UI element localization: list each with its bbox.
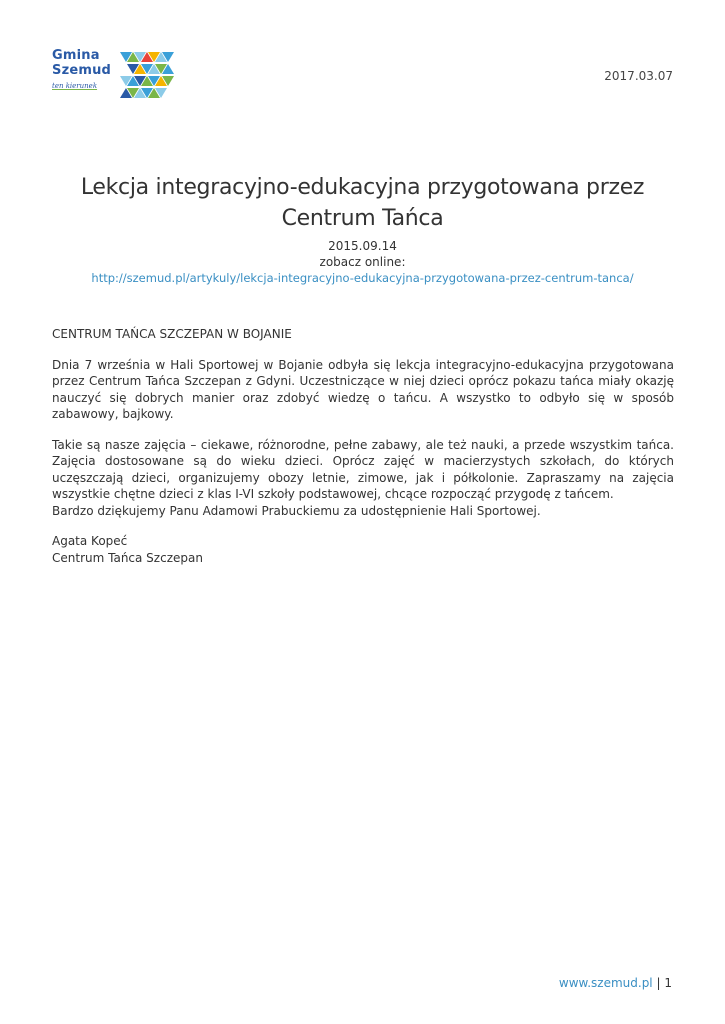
- logo-line-2: Szemud: [52, 63, 112, 78]
- logo-line-1: Gmina: [52, 48, 100, 63]
- article-title: Lekcja integracyjno-edukacyjna przygotowana przez Centrum Tańca: [80, 175, 645, 231]
- online-label: zobacz online:: [319, 255, 406, 269]
- logo-tagline: ten kierunek: [52, 82, 98, 90]
- signature-organization: Centrum Tańca Szczepan: [52, 550, 203, 565]
- page-footer: [559, 976, 672, 990]
- gmina-szemud-logo: [52, 48, 182, 108]
- paragraph: Takie są nasze zajęcia – ciekawe, różnorodne, pełne zabawy, ale też nauki, a przede wszystkim tańca. Zajęcia dostosowane są do wieku dzieci. Oprócz zajęć w macierzystych szkołach, do których uczęszczają dzieci, organizujemy obozy letnie, zimowe, jak i półkolonie. Zapraszamy na zajęcia wszystkie chętne dzieci z klas I-VI szkoły podstawowej, chcące rozpocząć przygodę z tańcem.: [52, 437, 674, 501]
- footer-separator: |: [656, 976, 661, 990]
- article-meta: [30, 238, 695, 286]
- page-number: 1: [664, 976, 672, 990]
- article-url-link[interactable]: http://szemud.pl/artykuly/lekcja-integracyjno-edukacyjna-przygotowana-przez-centrum-tanca/: [91, 271, 634, 285]
- section-heading: CENTRUM TAŃCA SZCZEPAN W BOJANIE: [52, 327, 292, 341]
- paragraph: Dnia 7 września w Hali Sportowej w Bojanie odbyła się lekcja integracyjno-edukacyjna przygotowana przez Centrum Tańca Szczepan z Gdyni. Uczestniczące w niej dzieci oprócz pokazu tańca miały okazję nauczyć się dobrych manier oraz zdobyć wiedzę o tańcu. A wszystko to odbyło się w sposób zabawowy, bajkowy.: [52, 357, 674, 421]
- article-date: 2015.09.14: [328, 239, 397, 253]
- article-body: [52, 326, 674, 580]
- paragraph: Bardzo dziękujemy Panu Adamowi Prabuckiemu za udostępnienie Hali Sportowej.: [52, 503, 541, 518]
- signature: [52, 533, 674, 566]
- footer-site-link[interactable]: www.szemud.pl: [558, 976, 653, 990]
- triangle-mosaic-icon: [118, 50, 178, 102]
- logo-text: [52, 48, 111, 90]
- document-date: 2017.03.07: [604, 69, 673, 83]
- signature-name: Agata Kopeć: [52, 534, 128, 548]
